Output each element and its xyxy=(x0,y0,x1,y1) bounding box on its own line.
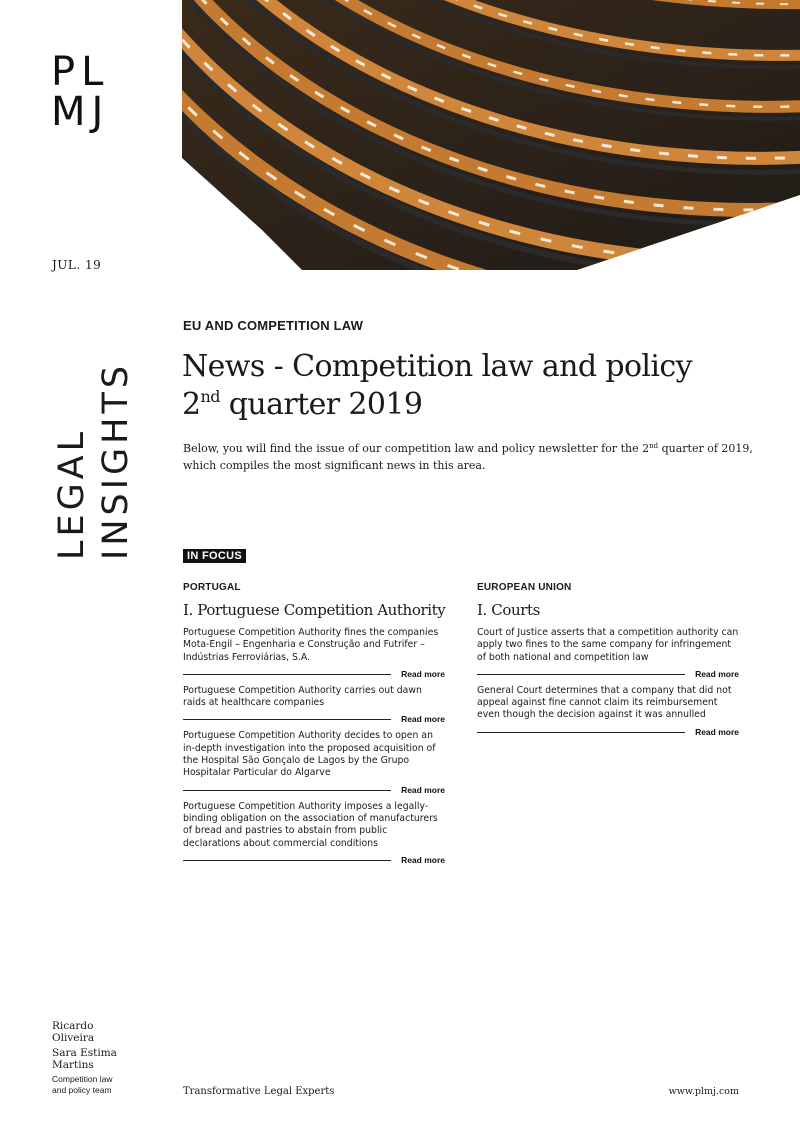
news-item-text: Court of Justice asserts that a competition authority can apply two fines to the same company for infringement of both national and competition law xyxy=(477,627,739,663)
title-line-2-pre: 2 xyxy=(182,387,201,422)
divider xyxy=(477,674,685,675)
news-item xyxy=(183,627,445,683)
column-region: EUROPEAN UNION xyxy=(477,582,572,593)
news-item xyxy=(477,685,739,741)
title-line-2-post: quarter 2019 xyxy=(219,387,423,422)
logo-line-2: MJ xyxy=(51,89,110,135)
read-more-link[interactable]: Read more xyxy=(401,784,445,795)
author-first-name: Sara Estima xyxy=(52,1047,117,1059)
team-name xyxy=(52,1074,162,1096)
author-last-name: Oliveira xyxy=(52,1032,95,1044)
column-region: PORTUGAL xyxy=(183,582,241,593)
news-item xyxy=(183,685,445,729)
divider xyxy=(183,719,391,720)
portugal-column xyxy=(183,582,445,869)
category-label: EU AND COMPETITION LAW xyxy=(183,318,364,333)
footer-tagline: Transformative Legal Experts xyxy=(183,1086,335,1097)
read-more-link[interactable]: Read more xyxy=(401,714,445,725)
series-title xyxy=(50,310,138,560)
news-item-text: Portuguese Competition Authority fines the companies Mota-Engil – Engenharia e Construção and Futrifer – Indústrias Ferroviárias, S.A. xyxy=(183,627,439,663)
divider xyxy=(183,790,391,791)
news-item-text: Portuguese Competition Authority imposes a legally-binding obligation on the association of manufacturers of bread and pastries to abstain from public declarations about commercial conditions xyxy=(183,800,438,849)
divider xyxy=(477,732,685,733)
column-heading: I. Portuguese Competition Authority xyxy=(183,601,446,619)
series-title-line-2: INSIGHTS xyxy=(96,361,136,560)
author xyxy=(52,1020,162,1044)
website-link[interactable]: www.plmj.com xyxy=(668,1086,739,1097)
title-line-2-sup: nd xyxy=(200,387,220,406)
author-first-name: Ricardo xyxy=(52,1020,94,1032)
title-line-1: News - Competition law and policy xyxy=(182,349,692,384)
news-item-text: Portuguese Competition Authority carries out dawn raids at healthcare companies xyxy=(183,684,422,709)
author-last-name: Martins xyxy=(52,1059,94,1071)
intro-sup: nd xyxy=(649,442,659,450)
divider xyxy=(183,860,391,861)
author xyxy=(52,1047,162,1071)
hero-image-parliament xyxy=(182,0,800,270)
read-more-link[interactable]: Read more xyxy=(695,668,739,679)
news-item-text: General Court determines that a company that did not appeal against fine cannot claim its reimbursement even though the decision against it was annulled xyxy=(477,684,732,721)
series-title-line-1: LEGAL xyxy=(52,427,92,560)
column-heading: I. Courts xyxy=(477,601,540,619)
intro-post: quarter of 2019, which compiles the most significant news in this area. xyxy=(183,442,753,472)
news-item-text: Portuguese Competition Authority decides to open an in-depth investigation into the proposed acquisition of the Hospital São Gonçalo de Lagos by the Grupo Hospitalar Particular do Algarve xyxy=(183,730,436,779)
page-title xyxy=(182,348,772,424)
read-more-link[interactable]: Read more xyxy=(695,726,739,737)
news-item xyxy=(183,801,445,869)
team-line-1: Competition law xyxy=(52,1074,113,1084)
logo-line-1: PL xyxy=(51,49,110,95)
read-more-link[interactable]: Read more xyxy=(401,854,445,865)
team-line-2: and policy team xyxy=(52,1085,112,1095)
read-more-link[interactable]: Read more xyxy=(401,668,445,679)
divider xyxy=(183,674,391,675)
intro-pre: Below, you will find the issue of our competition law and policy newsletter for the 2 xyxy=(183,442,650,455)
news-item xyxy=(477,627,739,683)
issue-date: JUL. 19 xyxy=(52,258,102,272)
authors-block xyxy=(52,1020,162,1096)
intro-paragraph xyxy=(183,440,753,474)
news-item xyxy=(183,730,445,798)
in-focus-badge: IN FOCUS xyxy=(183,549,246,563)
european-union-column xyxy=(477,582,739,741)
plmj-logo xyxy=(51,49,135,135)
